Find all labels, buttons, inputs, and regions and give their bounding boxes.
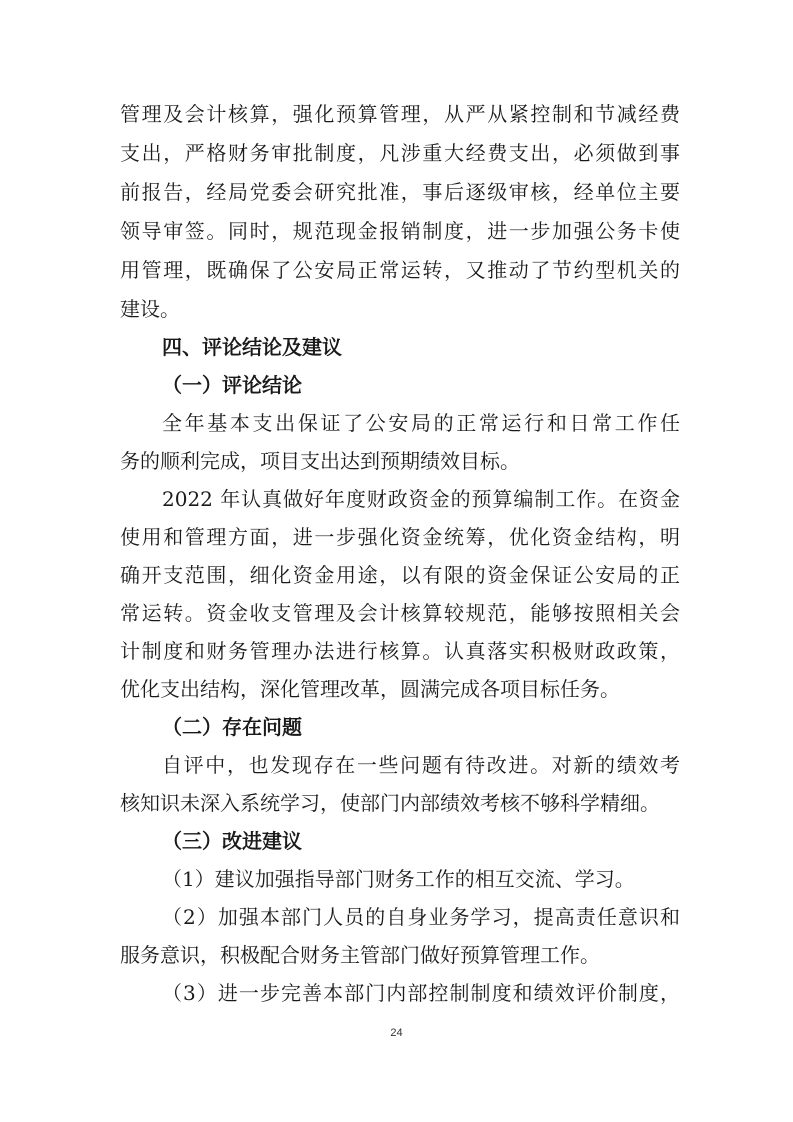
subsection-heading: （三）改进建议: [162, 829, 302, 853]
subsection-heading: （二）存在问题: [162, 715, 302, 739]
body-text-line: 2022 年认真做好年度财政资金的预算编制工作。在资金: [162, 487, 680, 511]
list-item: （2）加强本部门人员的自身业务学习，提高责任意识和: [162, 905, 680, 929]
body-text-line: 确开支范围，细化资金用途，以有限的资金保证公安局的正: [120, 563, 680, 587]
body-text-line: 用管理，既确保了公安局正常运转，又推动了节约型机关的: [120, 258, 680, 282]
section-heading: 四、评论结论及建议: [162, 335, 342, 359]
body-text-line: 核知识未深入系统学习，使部门内部绩效考核不够科学精细。: [120, 791, 660, 815]
page-number: 24: [390, 1027, 403, 1039]
body-text-line: 全年基本支出保证了公安局的正常运行和日常工作任: [162, 411, 680, 435]
body-text-line: 常运转。资金收支管理及会计核算较规范，能够按照相关会: [120, 601, 680, 625]
body-text-line: 自评中，也发现存在一些问题有待改进。对新的绩效考: [162, 753, 680, 777]
list-item: （1）建议加强指导部门财务工作的相互交流、学习。: [162, 867, 635, 891]
body-text-line: 管理及会计核算，强化预算管理，从严从紧控制和节减经费: [120, 102, 680, 126]
body-text-line: 优化支出结构，深化管理改革，圆满完成各项目标任务。: [120, 677, 620, 701]
subsection-heading: （一）评论结论: [162, 373, 302, 397]
list-item: （3）进一步完善本部门内部控制制度和绩效评价制度，: [162, 981, 680, 1005]
body-text-line: 务的顺利完成，项目支出达到预期绩效目标。: [120, 449, 520, 473]
body-text-line: 建设。: [120, 297, 180, 321]
body-text-line: 计制度和财务管理办法进行核算。认真落实积极财政政策，: [120, 639, 680, 663]
body-text-line: 领导审签。同时，规范现金报销制度，进一步加强公务卡使: [120, 219, 680, 243]
body-text-line: 前报告，经局党委会研究批准，事后逐级审核，经单位主要: [120, 180, 680, 204]
body-text-line: 使用和管理方面，进一步强化资金统筹，优化资金结构，明: [120, 525, 680, 549]
body-text-line: 支出，严格财务审批制度，凡涉重大经费支出，必须做到事: [120, 141, 680, 165]
body-text-line: 服务意识，积极配合财务主管部门做好预算管理工作。: [120, 943, 600, 967]
